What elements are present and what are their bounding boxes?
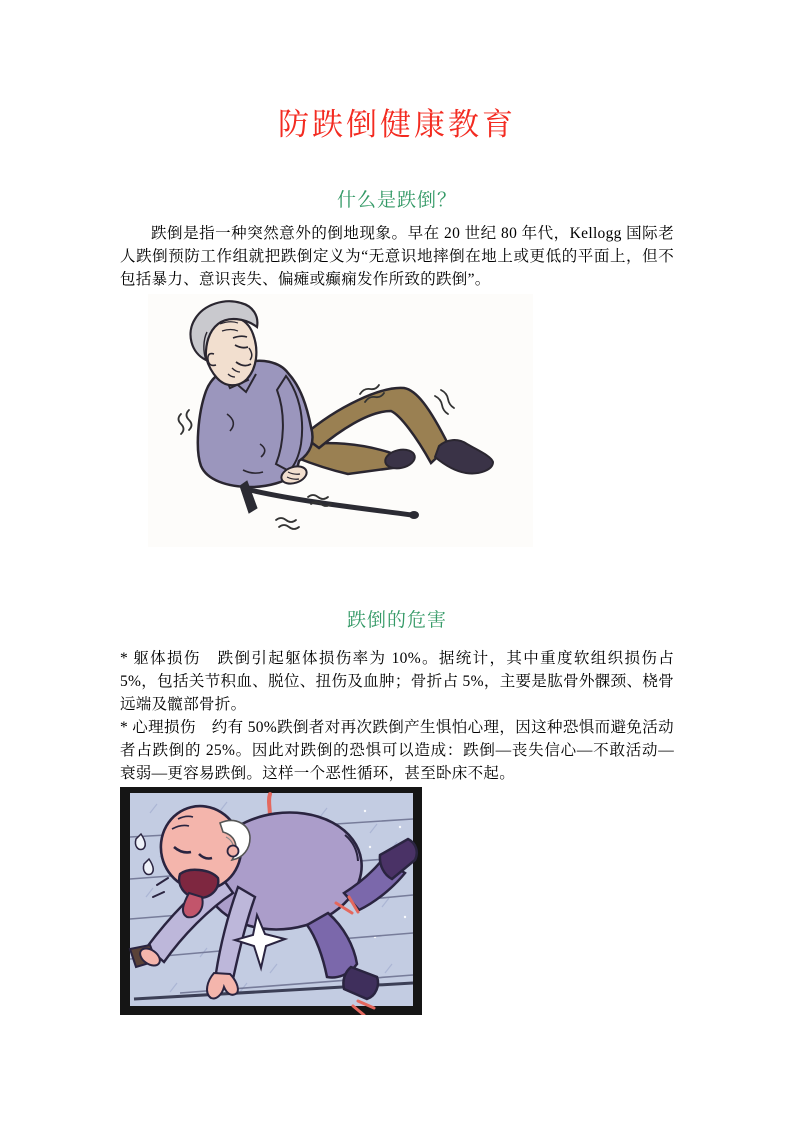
section2-heading: 跌倒的危害: [346, 610, 447, 631]
section1-heading: 什么是跌倒？: [336, 190, 457, 211]
illustration-fallen-man-with-cane: [148, 294, 533, 547]
page-title: 防跌倒健康教育: [278, 107, 516, 142]
section2-paragraph-psychological: * 心理损伤 约有 50%跌倒者对再次跌倒产生惧怕心理，因这种恐惧而避免活动者占跌倒的 25%。因此对跌倒的恐惧可以造成：跌倒—丧失信心—不敢活动—衰弱—更容易跌倒。这样一个恶性循环，甚至卧床不起。: [120, 719, 674, 782]
section2-paragraph-physical: * 躯体损伤 跌倒引起躯体损伤率为 10%。据统计，其中重度软组织损伤占 5%，包括关节积血、脱位、扭伤及血肿；骨折占 5%，主要是肱骨外髁颈、桡骨远端及髋部骨折。: [120, 650, 674, 713]
illustration-man-fallen-on-floor: [120, 787, 422, 1015]
section1-paragraph: 跌倒是指一种突然意外的倒地现象。早在 20 世纪 80 年代，Kellogg 国际老人跌倒预防工作组就把跌倒定义为“无意识地摔倒在地上或更低的平面上，但不包括暴力、意识丧失、偏瘫或癫痫发作所致的跌倒”。: [120, 225, 674, 288]
